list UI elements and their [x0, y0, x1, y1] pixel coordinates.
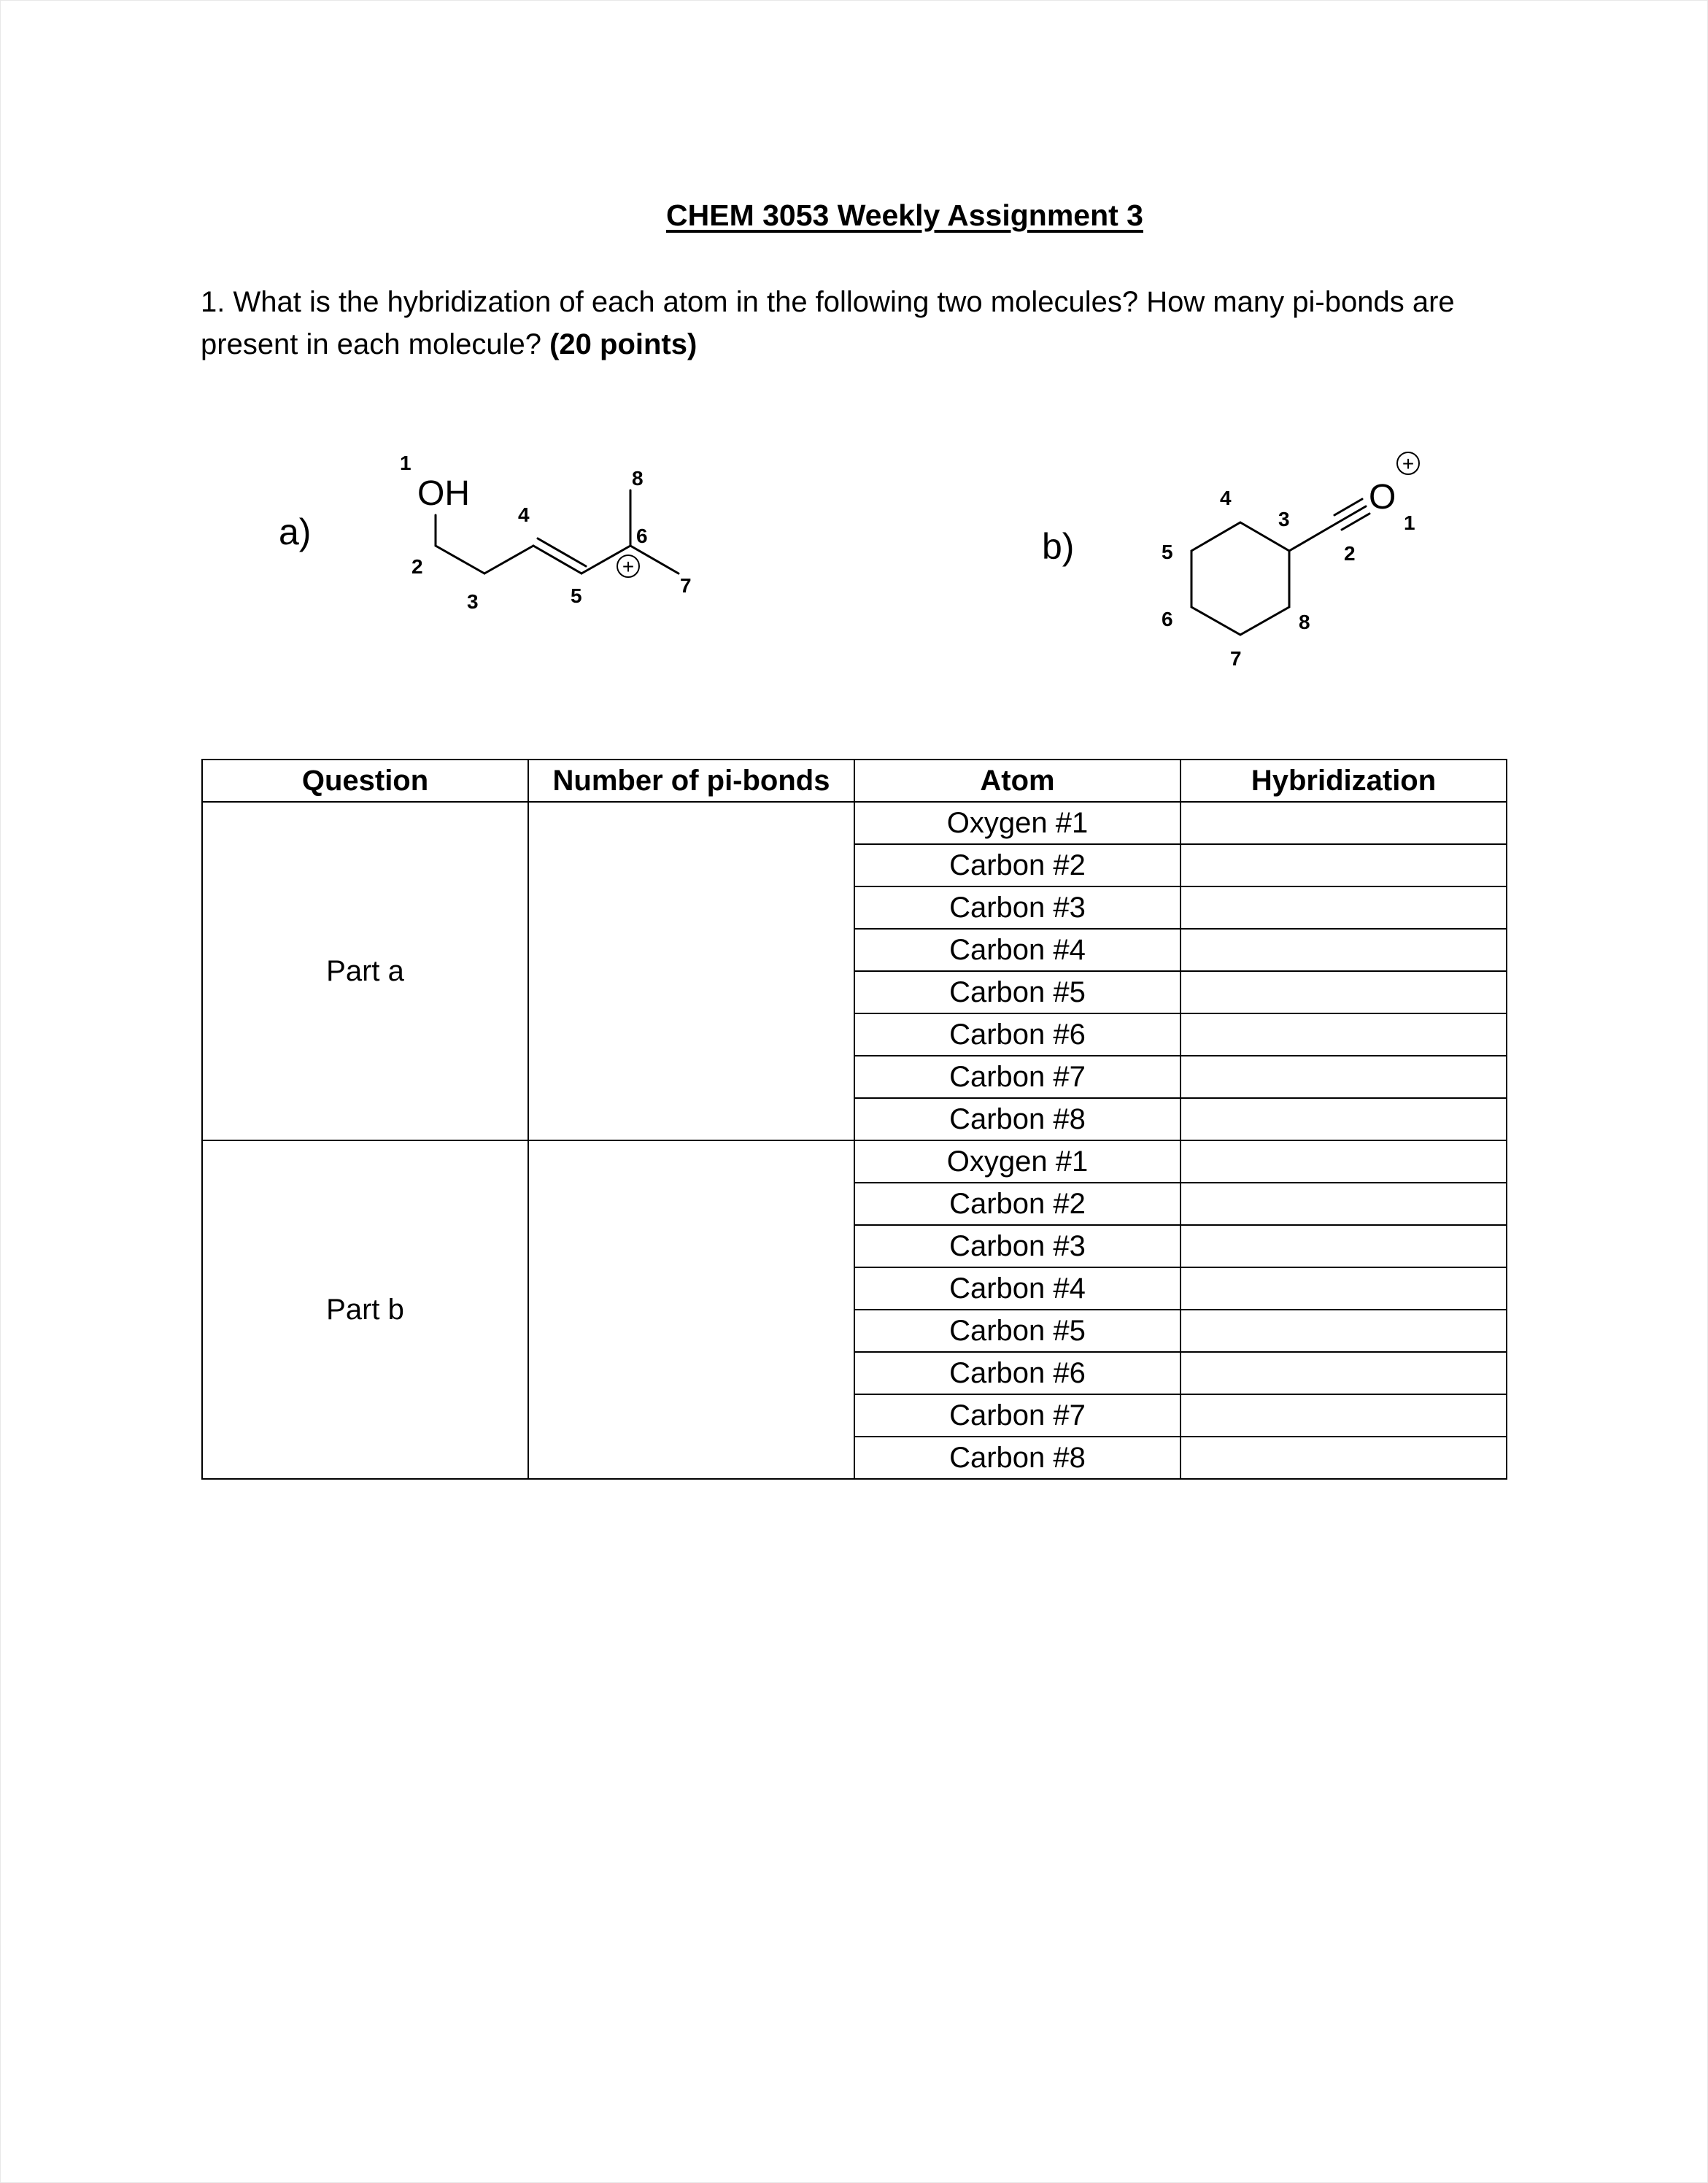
hybridization-cell[interactable] — [1180, 1013, 1507, 1056]
molecule-b-structure — [0, 0, 1708, 730]
page-title: CHEM 3053 Weekly Assignment 3 — [666, 198, 1143, 232]
num-b-6: 6 — [1162, 608, 1173, 630]
part-b-label: Part b — [202, 1140, 528, 1479]
num-b-3: 3 — [1278, 508, 1290, 530]
hybridization-cell[interactable] — [1180, 1310, 1507, 1352]
part-a-label: Part a — [202, 802, 528, 1140]
hybridization-cell[interactable] — [1180, 1267, 1507, 1310]
hybridization-cell[interactable] — [1180, 929, 1507, 971]
hybridization-cell[interactable] — [1180, 1352, 1507, 1394]
hybridization-cell[interactable] — [1180, 1183, 1507, 1225]
bond-c2-o1 — [1338, 506, 1366, 522]
bond-c2-o1-pi2 — [1342, 514, 1369, 530]
num-a-1: 1 — [400, 452, 411, 474]
bond-c3-c2 — [1289, 522, 1338, 551]
atom-cell: Carbon #4 — [854, 1267, 1180, 1310]
answer-table — [201, 759, 1507, 1480]
atom-cell: Carbon #7 — [854, 1394, 1180, 1437]
num-b-8: 8 — [1299, 611, 1310, 633]
atom-cell: Carbon #6 — [854, 1352, 1180, 1394]
hybridization-cell[interactable] — [1180, 1394, 1507, 1437]
atom-cell: Carbon #8 — [854, 1098, 1180, 1140]
hybridization-cell[interactable] — [1180, 844, 1507, 886]
question-text: 1. What is the hybridization of each atom in the following two molecules? How many pi-bonds are present in each molecule? — [201, 286, 1455, 360]
table-row — [202, 802, 1507, 844]
part-b-pi-bonds-cell[interactable] — [528, 1140, 854, 1479]
atom-cell: Carbon #3 — [854, 1225, 1180, 1267]
atom-cell: Carbon #7 — [854, 1056, 1180, 1098]
num-b-7: 7 — [1230, 647, 1242, 670]
hybridization-cell[interactable] — [1180, 1140, 1507, 1183]
molecule-a-label: a) — [279, 511, 312, 552]
oxygen-label: O — [1369, 478, 1396, 517]
oxonium-plus: + — [1402, 452, 1415, 475]
header-atom: Atom — [854, 760, 1180, 802]
atom-cell: Carbon #2 — [854, 1183, 1180, 1225]
header-question: Question — [202, 760, 528, 802]
cation-plus: + — [622, 555, 635, 578]
part-a-pi-bonds-cell[interactable] — [528, 802, 854, 1140]
hybridization-cell[interactable] — [1180, 886, 1507, 929]
num-a-6: 6 — [636, 525, 648, 547]
hybridization-cell[interactable] — [1180, 1225, 1507, 1267]
table-header-row — [202, 760, 1507, 802]
table-row — [202, 1140, 1507, 1183]
hybridization-cell[interactable] — [1180, 802, 1507, 844]
num-a-7: 7 — [680, 574, 692, 597]
cyclohexane-ring — [1191, 522, 1289, 635]
num-a-8: 8 — [632, 467, 644, 490]
question-points: (20 points) — [549, 328, 698, 360]
atom-cell: Oxygen #1 — [854, 1140, 1180, 1183]
atom-cell: Carbon #2 — [854, 844, 1180, 886]
bond-c2-o1-pi1 — [1334, 499, 1362, 515]
num-b-2: 2 — [1344, 542, 1356, 565]
num-b-4: 4 — [1220, 487, 1232, 509]
atom-cell: Carbon #5 — [854, 1310, 1180, 1352]
hybridization-cell[interactable] — [1180, 971, 1507, 1013]
num-b-1: 1 — [1404, 511, 1415, 534]
atom-cell: Carbon #3 — [854, 886, 1180, 929]
hybridization-cell[interactable] — [1180, 1437, 1507, 1479]
molecule-b-label: b) — [1042, 526, 1075, 567]
atom-cell: Carbon #5 — [854, 971, 1180, 1013]
header-hybridization: Hybridization — [1180, 760, 1507, 802]
atom-cell: Carbon #4 — [854, 929, 1180, 971]
num-a-4: 4 — [518, 503, 530, 526]
num-a-2: 2 — [411, 555, 423, 578]
atom-cell: Carbon #6 — [854, 1013, 1180, 1056]
hybridization-cell[interactable] — [1180, 1098, 1507, 1140]
hydroxyl-label: OH — [417, 474, 470, 513]
header-pi-bonds: Number of pi-bonds — [528, 760, 854, 802]
atom-cell: Oxygen #1 — [854, 802, 1180, 844]
num-a-5: 5 — [571, 584, 582, 607]
num-b-5: 5 — [1162, 541, 1173, 563]
hybridization-cell[interactable] — [1180, 1056, 1507, 1098]
atom-cell: Carbon #8 — [854, 1437, 1180, 1479]
num-a-3: 3 — [467, 590, 479, 613]
